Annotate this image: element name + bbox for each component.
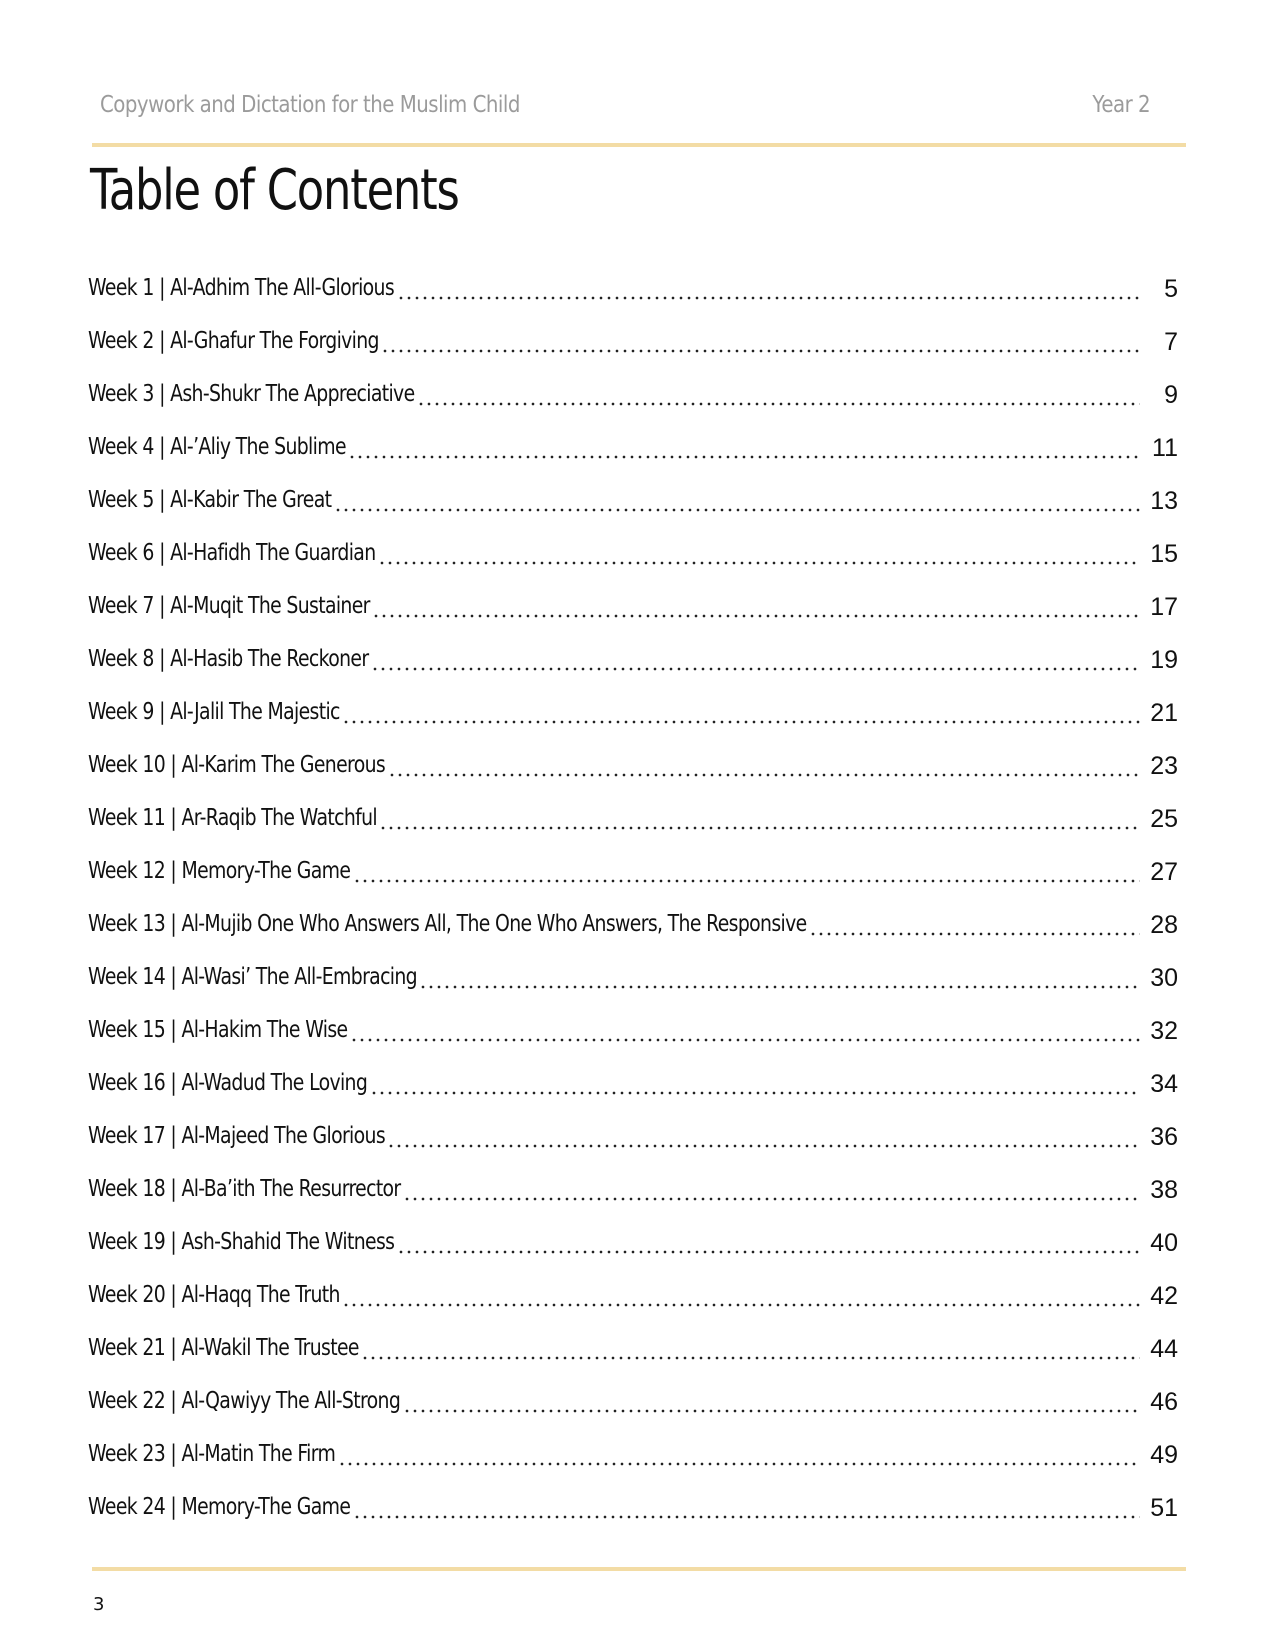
toc-entry[interactable]	[88, 474, 1186, 527]
toc-entry-page-number: 34	[1150, 1069, 1178, 1098]
dot-leader	[371, 645, 1140, 675]
toc-entry-label: Week 21 | Al-Wakil The Trustee	[88, 1334, 359, 1361]
toc-entry[interactable]	[88, 262, 1186, 315]
toc-entry[interactable]	[88, 686, 1186, 739]
toc-entry-page-number: 13	[1150, 486, 1178, 515]
toc-entry-label-wrap	[88, 480, 332, 522]
toc-entry[interactable]	[88, 845, 1186, 898]
toc-entry-label-wrap	[88, 1010, 348, 1052]
toc-entry-page-number: 27	[1150, 857, 1178, 886]
toc-entry-label-wrap	[88, 639, 369, 681]
toc-entry-page-number: 42	[1150, 1281, 1178, 1310]
dot-leader	[338, 1440, 1140, 1470]
header-rule	[92, 143, 1186, 147]
toc-entry[interactable]	[88, 315, 1186, 368]
toc-entry-label: Week 23 | Al-Matin The Firm	[88, 1440, 336, 1467]
dot-leader	[387, 1122, 1140, 1152]
dot-leader	[334, 486, 1140, 516]
toc-entry-page-number: 7	[1164, 327, 1178, 356]
running-header	[100, 92, 1150, 128]
toc-entry-label: Week 18 | Al-Ba’ith The Resurrector	[88, 1175, 401, 1202]
toc-entry-label-wrap	[88, 586, 370, 628]
toc-entry[interactable]	[88, 580, 1186, 633]
toc-entry-label-wrap	[88, 692, 340, 734]
book-title: Copywork and Dictation for the Muslim Child	[100, 92, 520, 118]
toc-entry-label-wrap	[88, 321, 379, 363]
toc-entry-label-wrap	[88, 1328, 359, 1370]
toc-entry-label-wrap	[88, 1275, 340, 1317]
toc-entry-label-wrap	[88, 957, 417, 999]
dot-leader	[361, 1334, 1140, 1364]
toc-entry-page-number: 30	[1150, 963, 1178, 992]
toc-entry-label-wrap	[88, 374, 415, 416]
toc-entry-label: Week 10 | Al-Karim The Generous	[88, 751, 386, 778]
toc-entry-label: Week 2 | Al-Ghafur The Forgiving	[88, 327, 379, 354]
page-title: Table of Contents	[90, 158, 459, 223]
toc-entry-label: Week 22 | Al-Qawiyy The All-Strong	[88, 1387, 401, 1414]
dot-leader	[372, 592, 1140, 622]
toc-entry-label: Week 14 | Al-Wasi’ The All-Embracing	[88, 963, 417, 990]
year-label: Year 2	[1092, 92, 1150, 118]
toc-entry-label: Week 12 | Memory-The Game	[88, 857, 351, 884]
toc-entry[interactable]	[88, 1481, 1186, 1534]
dot-leader	[417, 380, 1140, 410]
dot-leader	[403, 1387, 1140, 1417]
toc-entry[interactable]	[88, 1216, 1186, 1269]
toc-entry-label: Week 17 | Al-Majeed The Glorious	[88, 1122, 385, 1149]
toc-entry[interactable]	[88, 898, 1186, 951]
footer-rule	[92, 1567, 1186, 1571]
dot-leader	[381, 327, 1140, 357]
toc-entry-page-number: 5	[1164, 274, 1178, 303]
toc-entry-label-wrap	[88, 798, 377, 840]
toc-entry[interactable]	[88, 527, 1186, 580]
toc-entry-label: Week 5 | Al-Kabir The Great	[88, 486, 332, 513]
toc-entry-label: Week 11 | Ar-Raqib The Watchful	[88, 804, 377, 831]
toc-entry-label: Week 6 | Al-Hafidh The Guardian	[88, 539, 376, 566]
toc-entry-label-wrap	[88, 1169, 401, 1211]
toc-entry-label: Week 9 | Al-Jalil The Majestic	[88, 698, 340, 725]
toc-entry-label-wrap	[88, 904, 807, 946]
toc-entry[interactable]	[88, 1057, 1186, 1110]
page-number: 3	[93, 1594, 105, 1615]
toc-entry-page-number: 46	[1150, 1387, 1178, 1416]
dot-leader	[353, 1493, 1140, 1523]
toc-entry-label-wrap	[88, 1381, 401, 1423]
dot-leader	[370, 1069, 1140, 1099]
toc-entry[interactable]	[88, 1375, 1186, 1428]
toc-entry-page-number: 32	[1150, 1016, 1178, 1045]
toc-entry-page-number: 38	[1150, 1175, 1178, 1204]
toc-entry-label: Week 7 | Al-Muqit The Sustainer	[88, 592, 370, 619]
toc-entry-page-number: 25	[1150, 804, 1178, 833]
toc-entry[interactable]	[88, 1110, 1186, 1163]
toc-entry-page-number: 17	[1150, 592, 1178, 621]
toc-entry-page-number: 11	[1152, 433, 1178, 462]
dot-leader	[403, 1175, 1140, 1205]
toc-entry-page-number: 28	[1150, 910, 1178, 939]
toc-entry-page-number: 19	[1150, 645, 1178, 674]
dot-leader	[397, 274, 1140, 304]
toc-entry[interactable]	[88, 1004, 1186, 1057]
toc-entry[interactable]	[88, 1322, 1186, 1375]
toc-entry-label: Week 8 | Al-Hasib The Reckoner	[88, 645, 369, 672]
toc-entry-label-wrap	[88, 533, 376, 575]
toc-entry-label: Week 13 | Al-Mujib One Who Answers All, The One Who Answers, The Responsive	[88, 910, 807, 937]
toc-entry-label-wrap	[88, 1487, 351, 1529]
toc-entry-page-number: 49	[1150, 1440, 1178, 1469]
dot-leader	[348, 433, 1140, 463]
toc-entry-page-number: 44	[1150, 1334, 1178, 1363]
toc-entry-label-wrap	[88, 745, 386, 787]
toc-entry[interactable]	[88, 951, 1186, 1004]
toc-entry[interactable]	[88, 368, 1186, 421]
toc-entry-page-number: 15	[1150, 539, 1178, 568]
toc-entry-label: Week 20 | Al-Haqq The Truth	[88, 1281, 340, 1308]
toc-entry-label-wrap	[88, 851, 351, 893]
dot-leader	[350, 1016, 1140, 1046]
toc-entry-page-number: 36	[1150, 1122, 1178, 1151]
toc-entry-label-wrap	[88, 1434, 336, 1476]
dot-leader	[353, 857, 1140, 887]
dot-leader	[388, 751, 1140, 781]
toc-entry-page-number: 21	[1150, 698, 1178, 727]
toc-entry-label-wrap	[88, 268, 395, 310]
dot-leader	[379, 804, 1140, 834]
toc-entry-label: Week 3 | Ash-Shukr The Appreciative	[88, 380, 415, 407]
toc-entry-page-number: 9	[1164, 380, 1178, 409]
toc-entry-label: Week 1 | Al-Adhim The All-Glorious	[88, 274, 395, 301]
toc-entry[interactable]	[88, 739, 1186, 792]
dot-leader	[419, 963, 1140, 993]
toc-entry[interactable]	[88, 421, 1186, 474]
toc-entry-label-wrap	[88, 1116, 385, 1158]
toc-entry[interactable]	[88, 633, 1186, 686]
toc-entry-page-number: 23	[1150, 751, 1178, 780]
toc-entry-label: Week 19 | Ash-Shahid The Witness	[88, 1228, 395, 1255]
toc-entry[interactable]	[88, 1428, 1186, 1481]
dot-leader	[397, 1228, 1140, 1258]
toc-entry-label-wrap	[88, 427, 346, 469]
toc-entry-label: Week 4 | Al-’Aliy The Sublime	[88, 433, 346, 460]
toc-entry-label-wrap	[88, 1063, 368, 1105]
toc-entry-page-number: 40	[1150, 1228, 1178, 1257]
toc-entry[interactable]	[88, 1163, 1186, 1216]
toc-entry-label: Week 24 | Memory-The Game	[88, 1493, 351, 1520]
toc-entry[interactable]	[88, 1269, 1186, 1322]
toc-entry-label: Week 16 | Al-Wadud The Loving	[88, 1069, 368, 1096]
toc-entry-label: Week 15 | Al-Hakim The Wise	[88, 1016, 348, 1043]
dot-leader	[342, 698, 1140, 728]
toc-entry[interactable]	[88, 792, 1186, 845]
toc-list	[88, 262, 1186, 1534]
dot-leader	[342, 1281, 1140, 1311]
toc-entry-label-wrap	[88, 1222, 395, 1264]
dot-leader	[378, 539, 1140, 569]
dot-leader	[809, 910, 1140, 940]
toc-entry-page-number: 51	[1150, 1493, 1178, 1522]
